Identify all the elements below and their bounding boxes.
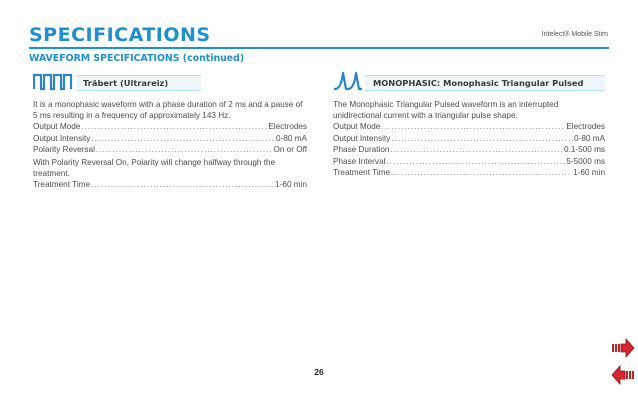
triangular-spec-phase-duration [333, 144, 605, 156]
triangular-title-bar [365, 75, 605, 91]
leader-dots [386, 156, 565, 168]
triangular-description: The Monophasic Triangular Pulsed waveform is an interrupted unidirectional current with a triangular pulse shape. [333, 100, 559, 120]
triangular-header [333, 68, 605, 96]
trabert-waveform-icon [33, 68, 73, 92]
spec-label: Output Intensity [333, 133, 391, 143]
trabert-header [33, 68, 307, 96]
triangular-spec-output-intensity [333, 133, 605, 145]
title-rule [29, 47, 609, 49]
leader-dots [81, 121, 267, 133]
spec-value: 0-80 mA [276, 133, 307, 143]
triangular-title: MONOPHASIC: Monophasic Triangular Pulsed [373, 78, 584, 88]
spec-label: Treatment Time [33, 179, 91, 189]
leader-dots [390, 144, 563, 156]
spec-value: Electrodes [566, 122, 605, 131]
leader-dots [91, 179, 274, 191]
spec-value: 1-60 min [573, 168, 605, 178]
leader-dots [91, 133, 275, 145]
spec-label: Treatment Time [333, 168, 391, 178]
spec-label: Phase Interval [333, 156, 386, 166]
spec-label: Output Intensity [33, 133, 91, 143]
page-number: 26 [314, 367, 324, 377]
trabert-spec-output-mode [33, 121, 307, 133]
next-page-arrow-icon [611, 336, 635, 360]
triangular-pulsed-waveform-icon [333, 68, 363, 92]
spec-value: 0.1-500 ms [564, 145, 605, 155]
trabert-spec-output-intensity [33, 133, 307, 145]
previous-page-arrow-icon [611, 363, 635, 387]
product-name: Intelect® Mobile Stim [541, 31, 608, 38]
spec-label: Polarity Reversal [33, 145, 95, 155]
trabert-description: It is a monophasic waveform with a phase duration of 2 ms and a pause of 5 ms resulting in a frequency of approximately 143 Hz. [33, 100, 303, 120]
spec-label: Output Mode [33, 122, 81, 131]
trabert-spec-polarity-reversal [33, 144, 307, 156]
leader-dots [391, 167, 572, 179]
previous-page-button[interactable] [611, 363, 635, 387]
leader-dots [96, 144, 273, 156]
triangular-column [333, 68, 605, 179]
spec-label: Output Mode [333, 122, 381, 131]
spec-value: 1-60 min [275, 179, 307, 189]
spec-label: Phase Duration [333, 145, 390, 155]
trabert-column [33, 68, 307, 190]
leader-dots [381, 121, 565, 133]
spec-value: Electrodes [268, 122, 307, 131]
spec-value: 0-80 mA [574, 133, 605, 143]
trabert-polarity-note: With Polarity Reversal On, Polarity will change halfway through the treatment. [33, 157, 276, 178]
spec-value: 5-5000 ms [566, 156, 605, 166]
triangular-spec-phase-interval [333, 156, 605, 168]
trabert-title: Träbert (Ultrareiz) [83, 78, 169, 88]
trabert-spec-treatment-time [33, 179, 307, 191]
triangular-spec-output-mode [333, 121, 605, 133]
triangular-spec-treatment-time [333, 167, 605, 179]
page-title: SPECIFICATIONS [29, 24, 211, 46]
trabert-title-bar [77, 75, 201, 91]
next-page-button[interactable] [611, 336, 635, 360]
leader-dots [391, 133, 573, 145]
section-heading: WAVEFORM SPECIFICATIONS (continued) [29, 53, 245, 64]
spec-value: On or Off [273, 145, 307, 155]
